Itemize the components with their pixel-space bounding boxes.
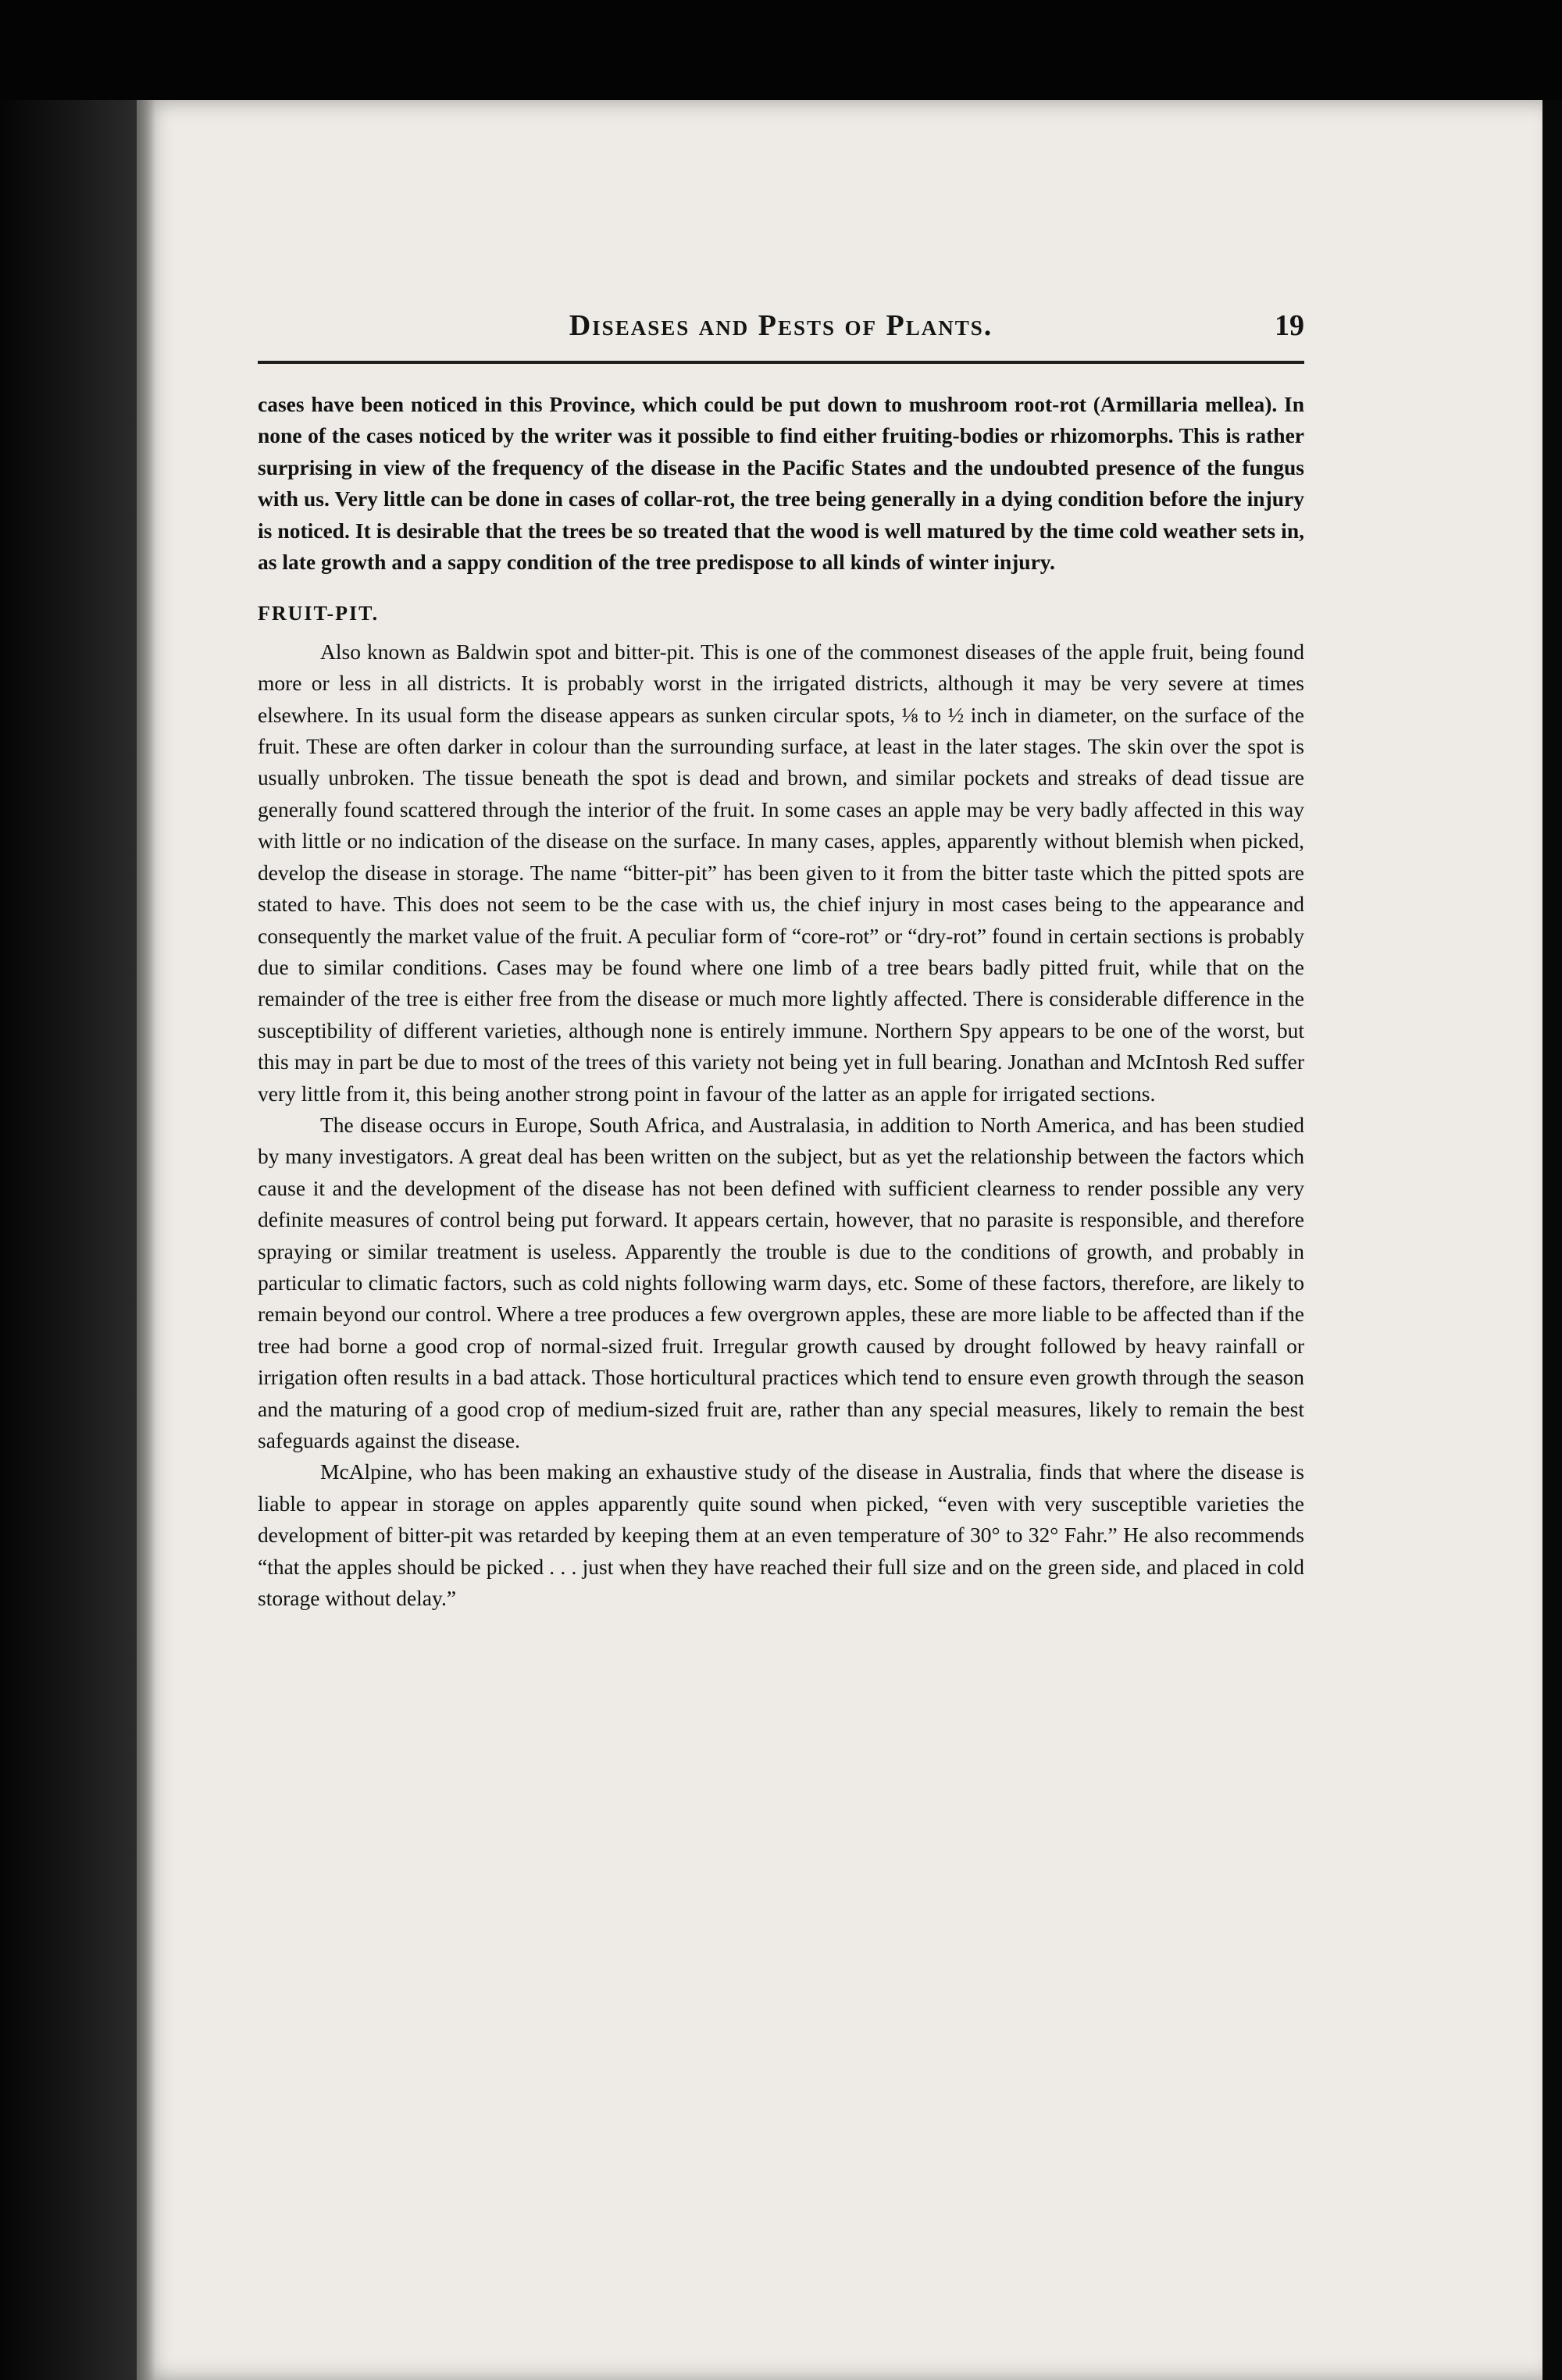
book-gutter-shadow [0, 100, 137, 2380]
page-edge-shadow [137, 100, 155, 2380]
header-rule [258, 361, 1304, 364]
paragraph-fruit-pit-3: McAlpine, who has been making an exhaustive study of the disease in Australia, finds that where the disease is liable to appear in storage on apples apparently quite sound when picked, “even with very susceptible varieties the development of bitter-pit was retarded by keeping them at an even temperature of 30° to 32° Fahr.” He also recommends “that the apples should be picked . . . just when they have reached their full size and on the green side, and placed in cold storage without delay.” [258, 1459, 1304, 1611]
paragraph-intro: cases have been noticed in this Province, which could be put down to mushroom root-rot (Armillaria mellea). In none of the cases noticed by the writer was it possible to find either fruiting-bodies or rhizomorphs. This is rather surprising in view of the frequency of the disease in the Pacific States and the undoubted presence of the fungus with us. Very little can be done in cases of collar-rot, the tree being generally in a dying condition before the injury is noticed. It is desirable that the trees be so treated that the wood is well matured by the time cold weather sets in, as late growth and a sappy condition of the tree predispose to all kinds of winter injury. [258, 392, 1304, 575]
scan-top-margin [0, 0, 1562, 100]
page-body [258, 389, 1304, 1614]
section-heading-fruit-pit: FRUIT-PIT. [258, 602, 380, 625]
page-number: 19 [1275, 309, 1304, 342]
paragraph-fruit-pit-1: Also known as Baldwin spot and bitter-pit. This is one of the commonest diseases of the apple fruit, being found more or less in all districts. It is probably worst in the irrigated districts, although it may be very severe at times elsewhere. In its usual form the disease appears as sunken circular spots, ⅛ to ½ inch in diameter, on the surface of the fruit. These are often darker in colour than the surrounding surface, at least in the later stages. The skin over the spot is usually unbroken. The tissue beneath the spot is dead and brown, and similar pockets and streaks of dead tissue are generally found scattered through the interior of the fruit. In some cases an apple may be very badly affected in this way with little or no indication of the disease on the surface. In many cases, apples, apparently without blemish when picked, develop the disease in storage. The name “bitter-pit” has been given to it from the bitter taste which the pitted spots are stated to have. This does not seem to be the case with us, the chief injury in most cases being to the appearance and consequently the market value of the fruit. A peculiar form of “core-rot” or “dry-rot” found in certain sections is probably due to similar conditions. Cases may be found where one limb of a tree bears badly pitted fruit, while that on the remainder of the tree is either free from the disease or much more lightly affected. There is considerable difference in the susceptibility of different varieties, although none is entirely immune. Northern Spy appears to be one of the worst, but this may in part be due to most of the trees of this variety not being yet in full bearing. Jonathan and McIntosh Red suffer very little from it, this being another strong point in favour of the latter as an apple for irrigated sections. [258, 639, 1304, 1106]
running-title: Diseases and Pests of Plants. [569, 309, 993, 342]
paragraph-fruit-pit-2: The disease occurs in Europe, South Africa, and Australasia, in addition to North America, and has been studied by many investigators. A great deal has been written on the subject, but as yet the relationship between the factors which cause it and the development of the disease has not been defined with sufficient clearness to render possible any very definite measures of control being put forward. It appears certain, however, that no parasite is responsible, and therefore spraying or similar treatment is useless. Apparently the trouble is due to the conditions of growth, and probably in particular to climatic factors, such as cold nights following warm days, etc. Some of these factors, therefore, are likely to remain beyond our control. Where a tree produces a few overgrown apples, these are more liable to be affected than if the tree had borne a good crop of normal-sized fruit. Irregular growth caused by drought followed by heavy rainfall or irrigation often results in a bad attack. Those horticultural practices which tend to ensure even growth through the season and the maturing of a good crop of medium-sized fruit are, rather than any special measures, likely to remain the best safeguards against the disease. [258, 1112, 1304, 1452]
running-header [258, 308, 1304, 352]
